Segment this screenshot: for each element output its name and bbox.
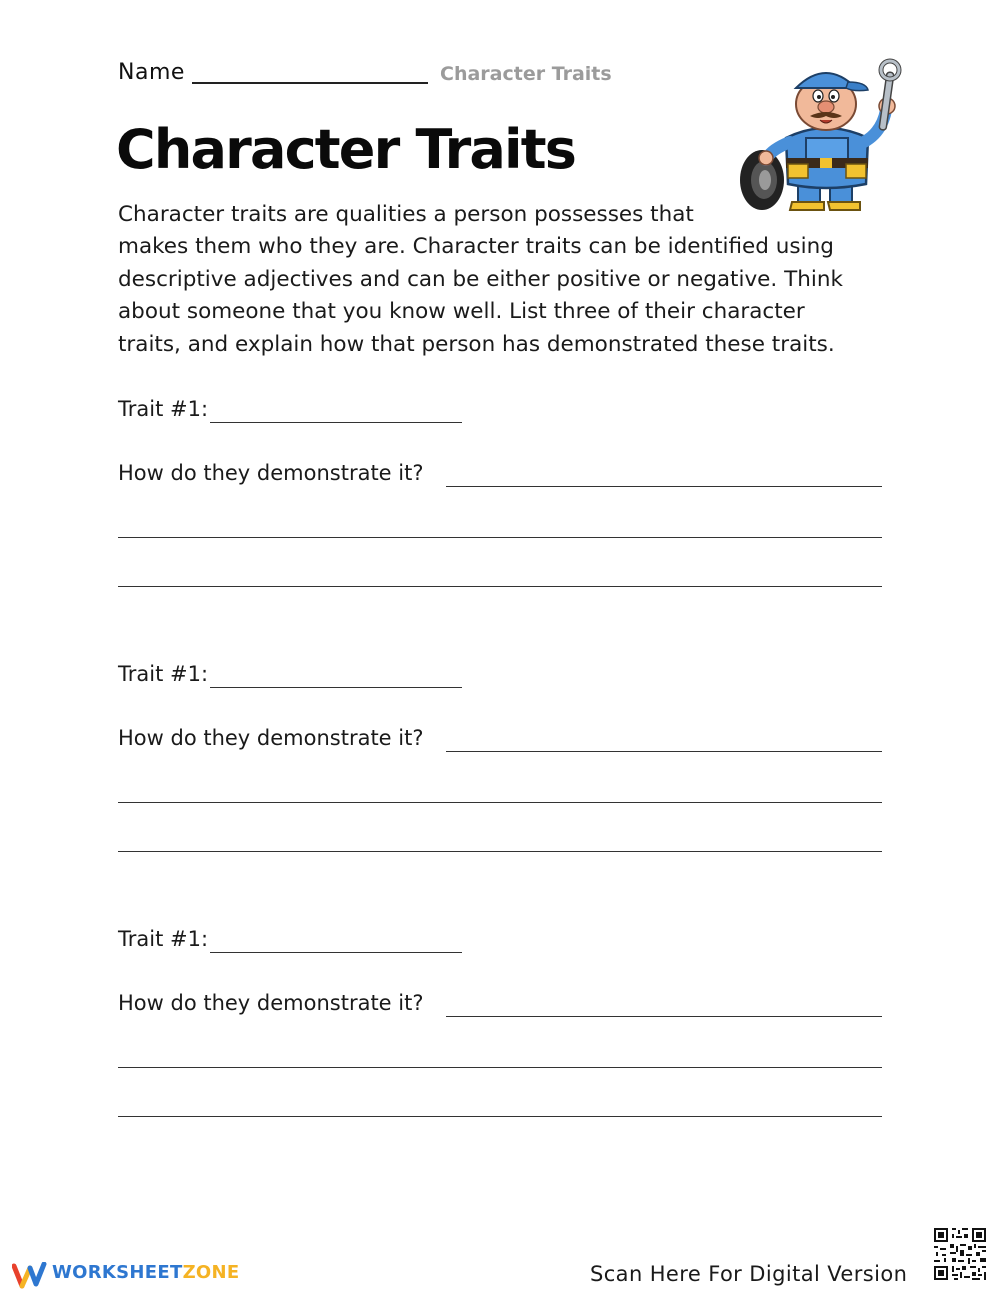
intro-line: about someone that you know well. List three of their character: [118, 299, 805, 325]
name-field-line[interactable]: [192, 82, 428, 84]
brand-logo-text[interactable]: [52, 1262, 240, 1283]
answer-line[interactable]: [118, 802, 882, 803]
answer-line[interactable]: [118, 537, 882, 538]
demonstrate-answer-line[interactable]: [446, 1016, 882, 1017]
demonstrate-question: How do they demonstrate it?: [118, 726, 424, 750]
worksheet-zone-logo-icon: [12, 1262, 48, 1290]
answer-line[interactable]: [118, 851, 882, 852]
trait-answer-line[interactable]: [210, 952, 462, 953]
intro-line: traits, and explain how that person has demonstrated these traits.: [118, 331, 835, 357]
answer-line[interactable]: [118, 1067, 882, 1068]
qr-code-icon[interactable]: [932, 1226, 990, 1284]
trait-label: Trait #1:: [118, 662, 209, 686]
name-label: Name: [118, 60, 185, 85]
demonstrate-question: How do they demonstrate it?: [118, 461, 424, 485]
demonstrate-answer-line[interactable]: [446, 751, 882, 752]
demonstrate-answer-line[interactable]: [446, 486, 882, 487]
intro-paragraph: [118, 199, 878, 361]
trait-label: Trait #1:: [118, 927, 209, 951]
worksheet-subtitle: Character Traits: [440, 63, 612, 85]
intro-line: Character traits are qualities a person possesses that: [118, 202, 694, 227]
brand-word-worksheet: WORKSHEET: [52, 1262, 183, 1283]
intro-line: makes them who they are. Character traits can be identified using: [118, 234, 834, 260]
answer-line[interactable]: [118, 1116, 882, 1117]
trait-answer-line[interactable]: [210, 422, 462, 423]
intro-line: descriptive adjectives and can be either positive or negative. Think: [118, 266, 843, 292]
trait-label: Trait #1:: [118, 397, 209, 421]
brand-word-zone: ZONE: [182, 1262, 240, 1283]
mechanic-cartoon-icon: [736, 58, 912, 214]
demonstrate-question: How do they demonstrate it?: [118, 991, 424, 1015]
trait-answer-line[interactable]: [210, 687, 462, 688]
answer-line[interactable]: [118, 586, 882, 587]
scan-instruction: Scan Here For Digital Version: [590, 1262, 908, 1286]
page-title: Character Traits: [116, 118, 576, 181]
